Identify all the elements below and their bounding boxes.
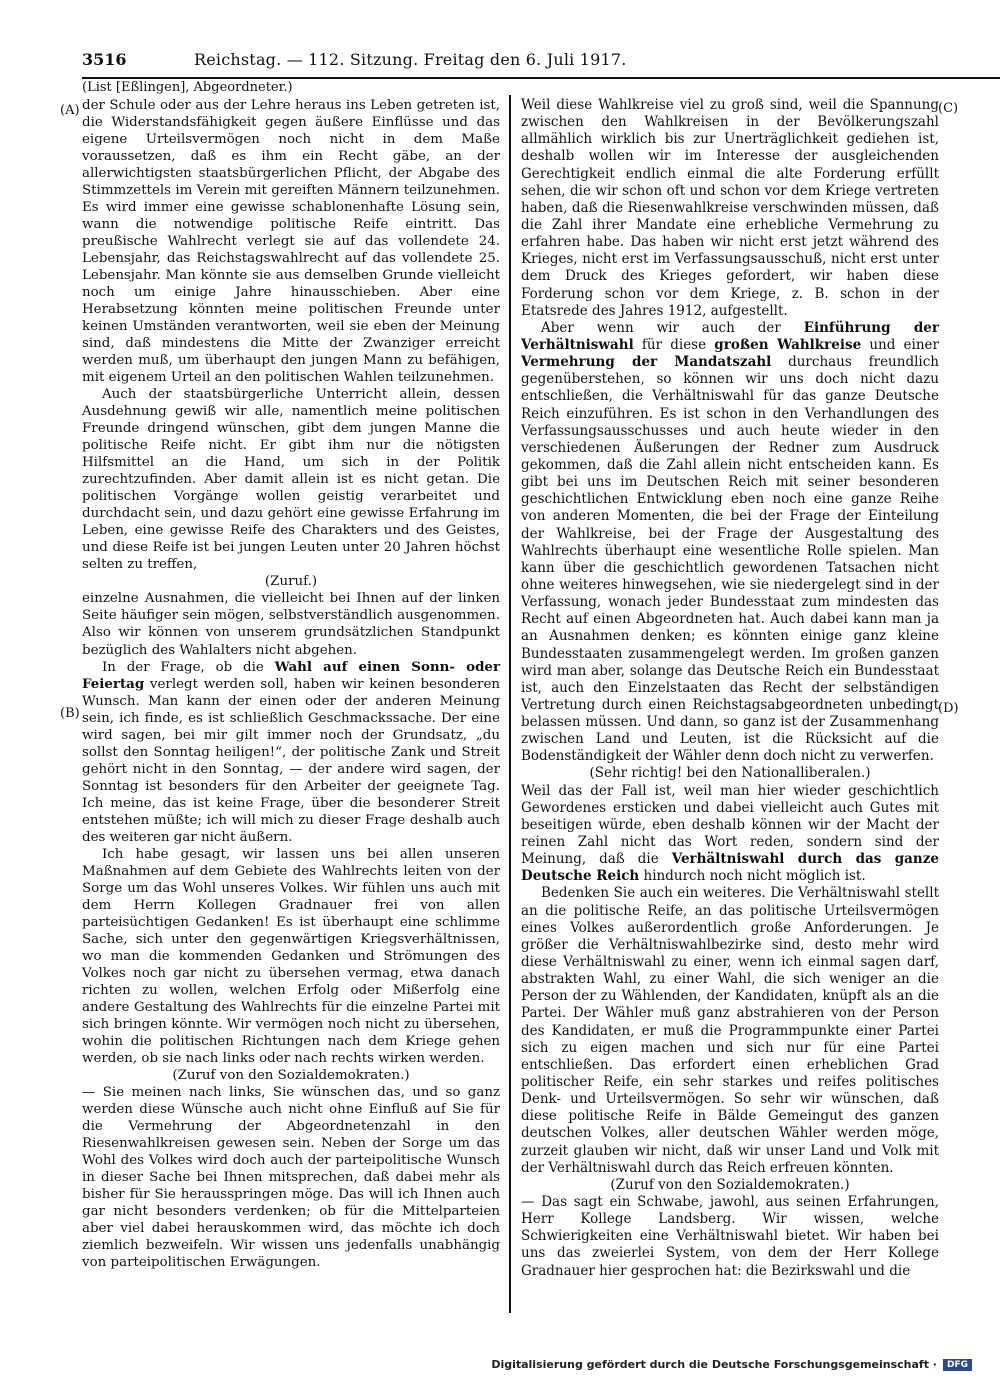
text-run: In der Frage, ob die [102, 659, 275, 675]
interjection: (Zuruf von den Sozialdemokraten.) [172, 1067, 410, 1083]
margin-marker-a: (A) [60, 103, 80, 118]
text-run: hindurch noch nicht möglich ist. [639, 868, 866, 885]
interjection: (Sehr richtig! bei den Nationalliberalen.) [589, 765, 871, 782]
bold-term: großen Wahlkreise [714, 336, 862, 353]
paragraph [82, 659, 500, 846]
paragraph [521, 783, 939, 886]
footer-text: Digitalisierung gefördert durch die Deutsche Forschungsgemeinschaft · [491, 1358, 937, 1371]
bold-term: Einführung der Verhältniswahl [521, 319, 939, 353]
text-run: Weil das der Fall ist, weil man hier wieder geschichtlich Gewordenes ersticken und dabei vielleicht auch Gutes mit beseitigen würde, eben deshalb können wir der Macht der reinen Zahl nicht das Wort reden, sondern sind der Meinung, daß die [521, 782, 939, 868]
text-run: für diese [633, 336, 715, 353]
column-divider [509, 95, 511, 1313]
paragraph: der Schule oder aus der Lehre heraus ins Leben getreten ist, die Widerstandsfähigkeit gegen äußere Einflüsse und das eigene Urteilsvermögen noch nicht in dem Maße voraussetzen, daß es ihm ein Recht gäbe, an der allerwichtigsten staatsbürgerlichen Pflicht, der Abgabe des Stimmzettels im Verein mit gereiften Männern teilzunehmen. Es wird immer eine gewisse schablonenhafte Lösung sein, wann die notwendige politische Reife eintritt. Das preußische Wahlrecht verlegt sie auf das vollendete 24. Lebensjahr, das Reichstagswahlrecht auf das vollendete 25. Lebensjahr. Man könnte sie aus demselben Grunde vielleicht noch um einige Jahre hinausschieben. Aber eine Herabsetzung könnten meine politischen Freunde unter keinen Umständen verantworten, weil sie eben der Meinung sind, daß mindestens die Mitte der Zwanziger erreicht werden muß, um überhaupt den jungen Mann zu befähigen, mit eigenem Urteil an den politischen Wahlen teilzunehmen. [82, 98, 500, 386]
header-title: Reichstag. — 112. Sitzung. Freitag den 6. Juli 1917. [194, 50, 627, 69]
text-run: verlegt werden soll, haben wir keinen besonderen Wunsch. Man kann der einen oder der anderen Meinung sein, ich finde, es ist schließlich Geschmackssache. Der eine wird sagen, bei mir gilt immer noch der Grundsatz, „du sollst den Sonntag heiligen!“, der politische Zank und Streit gehört nicht in den Sonntag, — der andere wird sagen, der Sonntag ist besonders für den Arbeiter der geeignete Tag. Ich meine, das ist keine Frage, über die besonderer Streit entstehen müßte; ich will mich zu dieser Frage deshalb auch des weiteren gar nicht äußern. [82, 676, 500, 845]
paragraph: Auch der staatsbürgerliche Unterricht allein, dessen Ausdehnung gewiß wir alle, namentlich meine politischen Freunde dringend wünschen, gibt dem jungen Manne die politische Reife nicht. Er gibt ihm nur die nötigsten Hilfsmittel an die Hand, um sich in der Politik zurechtzufinden. Aber damit allein ist es nicht getan. Die politischen Vorgänge wollen geistig verarbeitet und durchdacht sein, und dazu gehört eine gewisse Erfahrung im Leben, eine gewisse Reife des Charakters und des Geistes, und diese Reife ist bei jungen Leuten unter 20 Jahren höchst selten zu treffen, [82, 387, 500, 573]
text-run: und einer [861, 336, 939, 353]
paragraph: einzelne Ausnahmen, die vielleicht bei Ihnen auf der linken Seite häufiger sein mögen, selbstverständlich ausgenommen. Also wir können von unserem grundsätzlichen Standpunkt bezüglich des Wahlalters nicht abgehen. [82, 591, 500, 658]
paragraph: — Das sagt ein Schwabe, jawohl, aus seinen Erfahrungen, Herr Kollege Landsberg. Wir wissen, welche Schwierigkeiten eine Verhältniswahl bietet. Wir haben bei uns das zweierlei System, von dem der Herr Kollege Gradnauer hier gesprochen hat: die Bezirkswahl und die [521, 1194, 939, 1279]
paragraph [521, 320, 939, 766]
paragraph: — Sie meinen nach links, Sie wünschen das, und so ganz werden diese Wünsche auch nicht ohne Einfluß auf Sie für die Vermehrung der Abgeordnetenzahl in den Riesenwahlkreisen gewesen sein. Neben der Sorge um das Wohl des Volkes wird doch auch der parteipolitische Wunsch in dieser Sache bei Ihnen mitsprechen, daß dabei mehr als bisher für Sie herausspringen möge. Das will ich Ihnen auch gar nicht besonders verdenken; ob für die Mittelparteien aber viel dabei herauskommen wird, das möchte ich doch ziemlich bezweifeln. Wir wissen uns jedenfalls unabhängig von parteipolitischen Erwägungen. [82, 1084, 500, 1271]
text-run: durchaus freundlich gegenüberstehen, so können wir uns doch nicht dazu entschließen, die Verhältniswahl für das ganze Deutsche Reich einzuführen. Es ist schon in den Verhandlungen des Verfassungsausschusses und auch heute wieder in den verschiedenen Äußerungen der Redner zum Ausdruck gekommen, daß die Zahl allein nicht entscheiden kann. Es gibt bei uns im Deutschen Reich mit seiner besonderen geschichtlichen Entwicklung eben noch eine ganze Reihe von anderen Momenten, die bei der Frage der Einteilung der Wahlkreise, bei der Frage der Ausgestaltung des Wahlrechts überhaupt eine wesentliche Rolle spielen. Man kann über die geschichtlich gewordenen Tatsachen nicht ohne weiteres hinwegsehen, wie sie niedergelegt sind in der Verfassung, wonach jeder Bundesstaat zum mindesten das Recht auf einen Abgeordneten hat. Auch dabei kann man ja an Ausnahmen denken; es könnten einige ganz kleine Bundesstaaten zusammengelegt werden. Im großen ganzen wird man aber, solange das Deutsche Reich ein Bundesstaat ist, auch den Einzelstaaten das Recht der selbständigen Vertretung durch einen Reichstagsabgeordneten unbedingt belassen müssen. Und dann, so ganz ist der Zusammenhang zwischen Land und Leuten, ist die Rücksicht auf die Bodenständigkeit der Wähler denn doch nicht zu verwerfen. [521, 354, 939, 765]
bold-term: Vermehrung der Mandatszahl [521, 354, 772, 371]
page-header [82, 50, 1000, 76]
interjection: (Zuruf von den Sozialdemokraten.) [610, 1176, 850, 1193]
page-number: 3516 [82, 50, 127, 69]
dfg-logo: DFG [943, 1359, 972, 1371]
right-column [521, 97, 939, 1280]
bold-term: Wahl auf einen Sonn- oder Feiertag [82, 658, 501, 692]
interjection: (Zuruf.) [264, 574, 318, 590]
paragraph: Bedenken Sie auch ein weiteres. Die Verhältniswahl stellt an die politische Reife, an das politische Urteilsvermögen eines Volkes außerordentlich große Anforderungen. Je größer die Verhältniswahlbezirke sind, desto mehr wird diese Verhältniswahl zu einer, wenn ich einmal sagen darf, abstrakten Wahl, zu einer Wahl, die sich weniger an die Person der zu Wählenden, der Kandidaten, knüpft als an die Partei. Der Wähler muß ganz abstrahieren von der Person des Kandidaten, er muß die Programmpunkte einer Partei sich zu eigen machen und sich nur für eine Partei entschließen. Das erfordert einen erheblichen Grad politischer Reife, ein sehr starkes und reifes politisches Denk- und Urteilsvermögen. So sehr wir wünschen, daß diese politische Reife in Bälde Gemeingut des ganzen deutschen Volkes, aller deutschen Wähler werden möge, zurzeit glauben wir nicht, daß wir unser Land und Volk mit der Verhältniswahl durch das Reich erfreuen könnten. [521, 885, 939, 1176]
margin-marker-d: (D) [938, 701, 959, 716]
digitization-footer [491, 1358, 972, 1371]
text-run: Aber wenn wir auch der [541, 319, 804, 336]
bold-term: Verhältniswahl durch das ganze Deutsche Reich [521, 851, 939, 885]
paragraph: Ich habe gesagt, wir lassen uns bei allen unseren Maßnahmen auf dem Gebiete des Wahlrechts leiten von der Sorge um das Wohl unseres Volkes. Wir fühlen uns auch mit dem Herrn Kollegen Gradnauer frei von allen parteisüchtigen Gedanken! Es ist überhaupt eine schlimme Sache, sich unter den gegenwärtigen Kriegsverhältnissen, wo man die kommenden Gedanken und Strömungen des Volkes noch gar nicht zu übersehen vermag, etwa danach richten zu wollen, welchen Erfolg oder Mißerfolg eine andere Gestaltung des Wahlrechts für die einzelne Partei mit sich bringen könnte. Wir vermögen noch nicht zu übersehen, wohin die politischen Richtungen nach dem Kriege gehen werden, ob sie nach links oder nach rechts wirken werden. [82, 846, 500, 1066]
paragraph: Weil diese Wahlkreise viel zu groß sind, weil die Spannung zwischen den Wahlkreisen in der Bevölkerungszahl allmählich wirklich bis zur Unerträglichkeit gediehen ist, deshalb wollen wir im Interesse der ausgleichenden Gerechtigkeit endlich einmal die alte Forderung erfüllt sehen, die wir schon oft und schon vor dem Kriege vertreten haben, daß die Riesenwahlkreise verschwinden müssen, daß die Zahl ihrer Mandate eine erhebliche Vermehrung zu erfahren habe. Das haben wir nicht erst jetzt während des Krieges, nicht erst im Verfassungsausschuß, nicht erst unter dem Druck des Krieges gefordert, wir haben diese Forderung schon vor dem Kriege, z. B. schon in der Etatsrede des Jahres 1912, aufgestellt. [521, 97, 939, 319]
header-rule [82, 77, 1000, 79]
speaker-label: (List [Eßlingen], Abgeordneter.) [82, 80, 293, 95]
margin-marker-b: (B) [60, 706, 80, 721]
left-column [82, 97, 500, 1271]
margin-marker-c: (C) [938, 101, 959, 116]
